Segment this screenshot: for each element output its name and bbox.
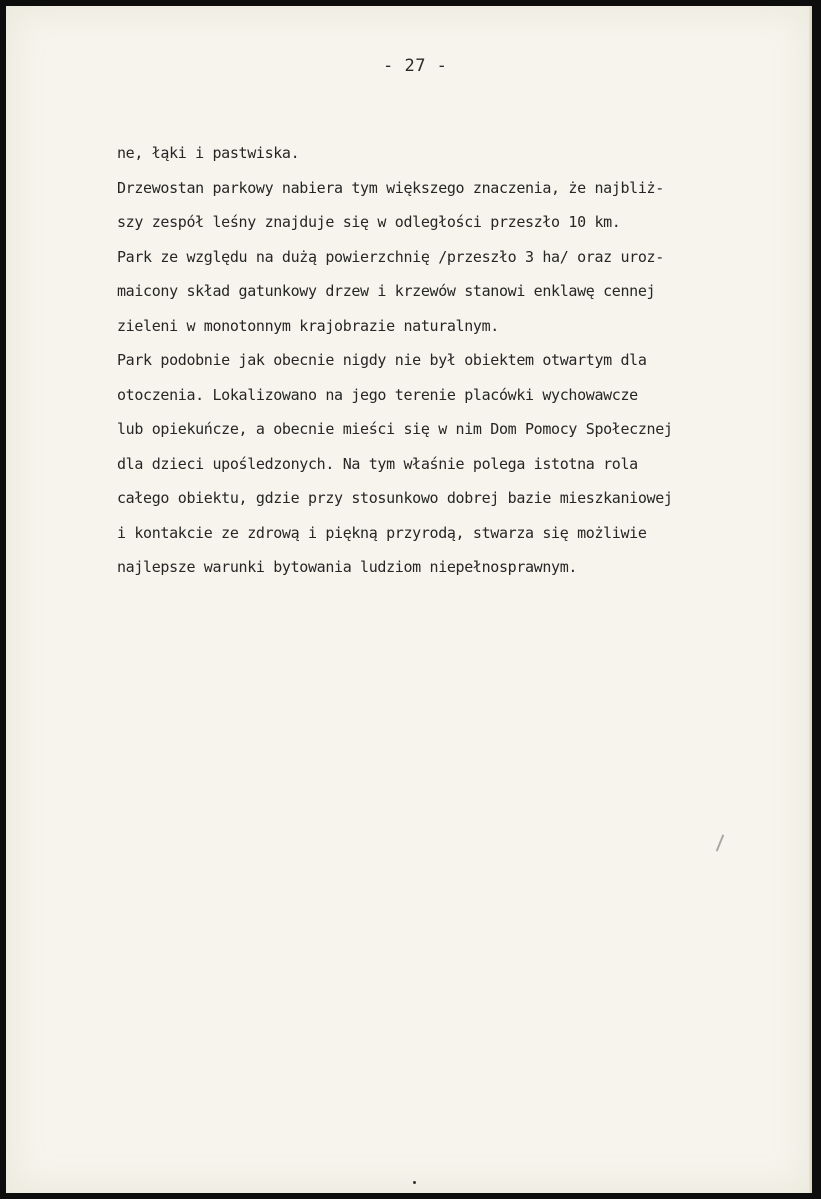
text-line: Park podobnie jak obecnie nigdy nie był obiektem otwartym dla — [117, 351, 647, 369]
text-line: dla dzieci upośledzonych. Na tym właśnie polega istotna rola — [117, 454, 638, 473]
page-number: - 27 - — [383, 56, 448, 76]
document-page — [6, 6, 812, 1193]
text-line: otoczenia. Lokalizowano na jego terenie placówki wychowawcze — [117, 385, 638, 404]
pencil-mark — [716, 834, 725, 851]
scan-dot — [413, 1181, 416, 1184]
paper-edge — [809, 6, 812, 1193]
text-line: całego obiektu, gdzie przy stosunkowo dobrej bazie mieszkaniowej — [117, 489, 673, 507]
text-line: Park ze względu na dużą powierzchnię /przeszło 3 ha/ oraz uroz- — [117, 247, 664, 266]
text-line: najlepsze warunki bytowania ludziom niepełnosprawnym. — [117, 558, 578, 576]
text-line: zieleni w monotonnym krajobrazie naturalnym. — [117, 316, 499, 335]
text-line: szy zespół leśny znajduje się w odległości przeszło 10 km. — [117, 213, 621, 231]
text-line: i kontakcie ze zdrową i piękną przyrodą, stwarza się możliwie — [117, 523, 647, 542]
text-line: lub opiekuńcze, a obecnie mieści się w nim Dom Pomocy Społecznej — [117, 420, 673, 438]
text-line: ne, łąki i pastwiska. — [117, 144, 300, 162]
text-line: maicony skład gatunkowy drzew i krzewów stanowi enklawę cennej — [117, 282, 656, 300]
text-line: Drzewostan parkowy nabiera tym większego znaczenia, że najbliż- — [117, 178, 664, 197]
body-text — [117, 136, 673, 585]
